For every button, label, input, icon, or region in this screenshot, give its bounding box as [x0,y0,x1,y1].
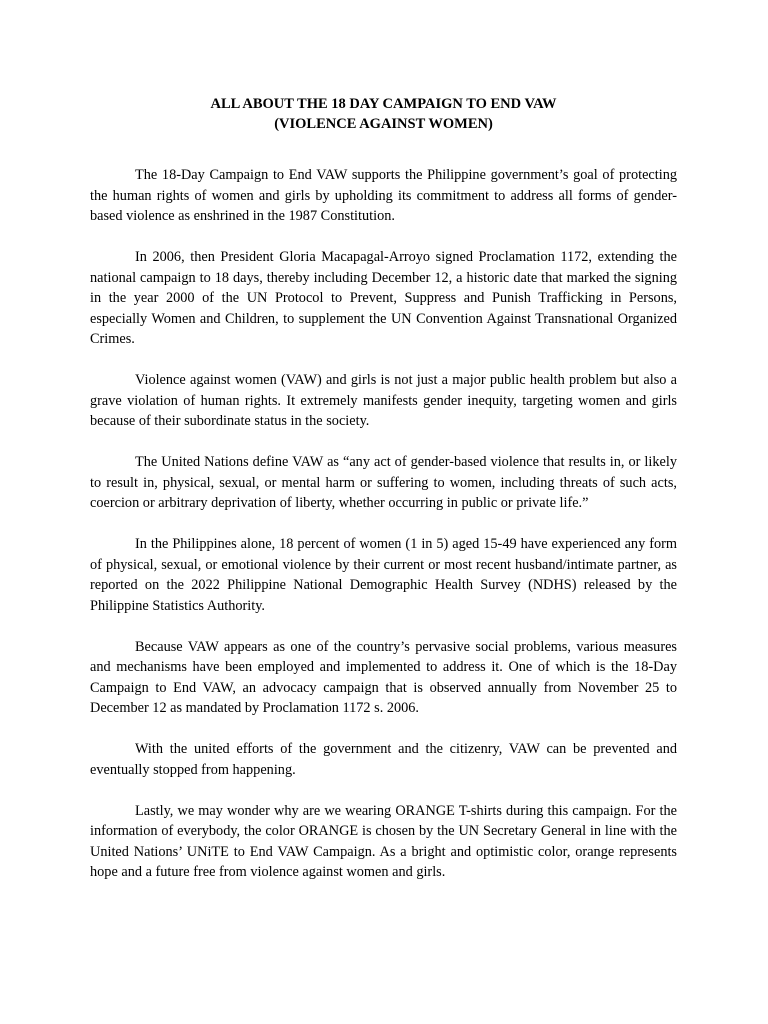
paragraph-proclamation-1172: In 2006, then President Gloria Macapagal-Arroyo signed Proclamation 1172, extending the national campaign to 18 days, thereby including December 12, a historic date that marked the signing in the year 2000 of the UN Protocol to Prevent, Suppress and Punish Trafficking in Persons, especially Women and Children, to supplement the UN Convention Against Transnational Organized Crimes. [90,249,677,347]
paragraph-campaign-observance: Because VAW appears as one of the country’s pervasive social problems, various measures and mechanisms have been employed and implemented to address it. One of which is the 18-Day Campaign to End VAW, an advocacy campaign that is observed annually from November 25 to December 12 as mandated by Proclamation 1172 s. 2006. [90,638,677,716]
document-title [90,94,677,134]
paragraph-united-efforts: With the united efforts of the government and the citizenry, VAW can be prevented and eventually stopped from happening. [90,741,677,778]
paragraph-orange-color: Lastly, we may wonder why are we wearing ORANGE T-shirts during this campaign. For the information of everybody, the color ORANGE is chosen by the UN Secretary General in line with the United Nations’ UNiTE to End VAW Campaign. As a bright and optimistic color, orange represents hope and a future free from violence against women and girls. [90,802,677,880]
paragraph-campaign-goal: The 18-Day Campaign to End VAW supports the Philippine government’s goal of protecting the human rights of women and girls by upholding its commitment to address all forms of gender-based violence as enshrined in the 1987 Constitution. [90,167,677,224]
paragraph-philippine-statistics: In the Philippines alone, 18 percent of women (1 in 5) aged 15-49 have experienced any form of physical, sexual, or emotional violence by their current or most recent husband/intimate partner, as reported on the 2022 Philippine National Demographic Health Survey (NDHS) released by the Philippine Statistics Authority. [90,536,677,614]
title-line-1: ALL ABOUT THE 18 DAY CAMPAIGN TO END VAW [210,96,557,112]
title-line-2: (VIOLENCE AGAINST WOMEN) [274,116,493,132]
paragraph-vaw-public-health: Violence against women (VAW) and girls is not just a major public health problem but also a grave violation of human rights. It extremely manifests gender inequity, targeting women and girls because of their subordinate status in the society. [90,372,677,429]
document-page [90,94,677,903]
paragraph-un-definition: The United Nations define VAW as “any act of gender-based violence that results in, or likely to result in, physical, sexual, or mental harm or suffering to women, including threats of such acts, coercion or arbitrary deprivation of liberty, whether occurring in public or private life.” [90,454,677,511]
